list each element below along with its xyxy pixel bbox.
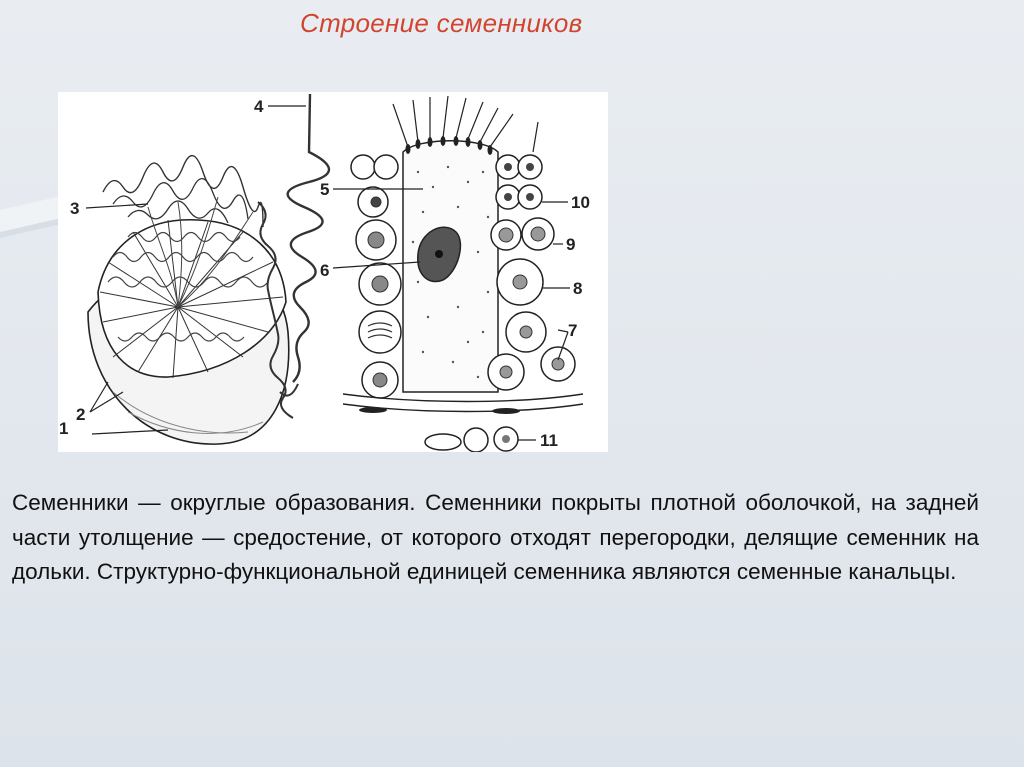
label-7: 7 <box>568 321 578 340</box>
label-11: 11 <box>540 431 558 450</box>
seminiferous-tubule <box>343 96 583 452</box>
ductus-deferens <box>288 94 329 382</box>
label-2: 2 <box>76 405 86 424</box>
slide-title: Строение семенников <box>300 8 583 38</box>
testis-diagram <box>58 92 608 452</box>
label-8: 8 <box>573 279 583 298</box>
label-4: 4 <box>254 97 264 116</box>
testis-drawing <box>88 94 329 444</box>
label-5: 5 <box>320 180 330 199</box>
label-9: 9 <box>566 235 576 254</box>
label-10: 10 <box>571 193 590 212</box>
description-paragraph: Семенники — округлые образования. Семенники покрыты плотной оболочкой, на задней части утолщение — средостение, от которого отходят перегородки, делящие семенник на дольки. Структурно-функциональной единицей семенника являются семенные канальцы. <box>12 490 979 584</box>
epididymis-head <box>103 156 263 227</box>
testis-structure-figure <box>58 92 608 452</box>
label-3: 3 <box>70 199 80 218</box>
germ-cells-right <box>488 155 578 390</box>
label-6: 6 <box>320 261 330 280</box>
label-1: 1 <box>59 419 69 438</box>
